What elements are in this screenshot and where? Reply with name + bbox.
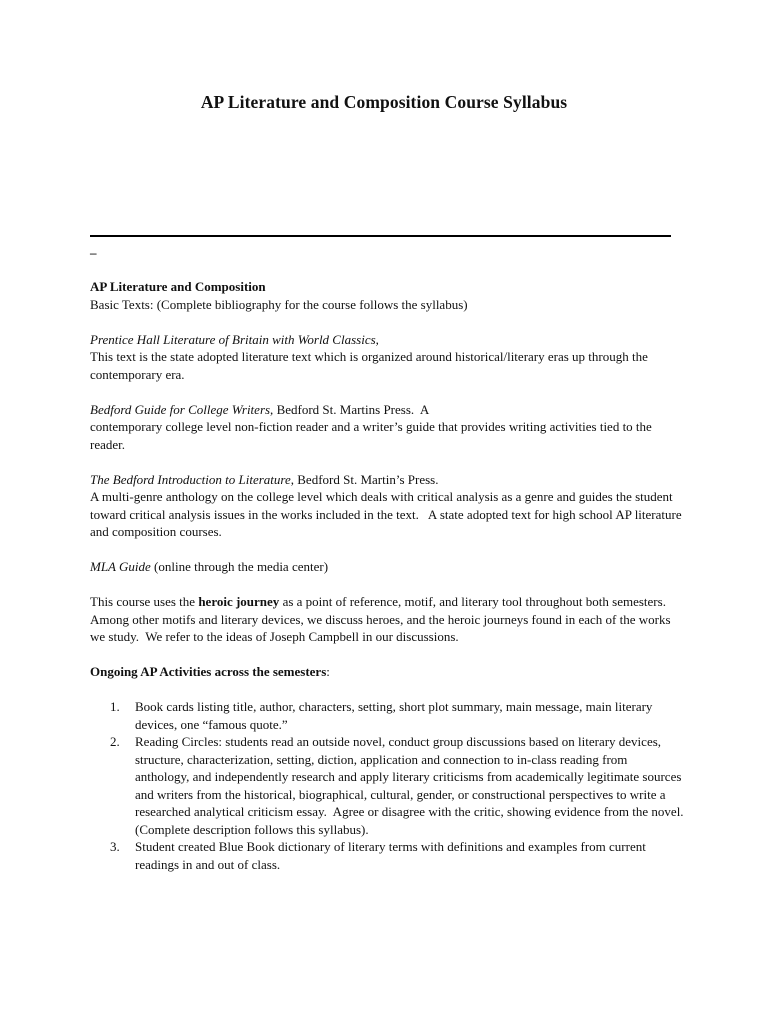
heroic-before: This course uses the bbox=[90, 594, 199, 609]
list-item bbox=[90, 733, 685, 838]
list-item bbox=[90, 838, 685, 873]
list-item bbox=[90, 698, 685, 733]
list-number: 3. bbox=[110, 839, 120, 854]
list-number: 2. bbox=[110, 734, 120, 749]
text-publisher: , Bedford St. Martin’s Press. bbox=[290, 471, 439, 487]
text-entry-bedford-guide bbox=[90, 401, 685, 454]
list-item-text: Reading Circles: students read an outside novel, conduct group discussions based on literary devices, structure, characterization, setting, diction, application and connection to in-class reading from anthology, and independently research and apply literary criticisms from academically legitimate sources and writers from the historical, biographical, cultural, gender, or constructional perspectives to write a researched analytical criticism essay. Agree or disagree with the critic, showing evidence from the novel. (Complete description follows this syllabus). bbox=[135, 734, 687, 837]
activities-list bbox=[90, 698, 685, 873]
horizontal-rule bbox=[90, 235, 671, 237]
ongoing-heading-text: Ongoing AP Activities across the semesters bbox=[90, 664, 327, 679]
heroic-after: as a point of reference, motif, and literary tool throughout both semesters. Among other motifs and literary devices, we discuss heroes, and the heroic journeys found in each of the works we study. We refer to the ideas of Joseph Campbell in our discussions. bbox=[90, 594, 674, 644]
text-title: Prentice Hall Literature of Britain with World Classics, bbox=[90, 331, 379, 347]
text-title: Bedford Guide for College Writers, bbox=[90, 401, 274, 417]
mla-guide-line bbox=[90, 558, 685, 576]
ongoing-heading-colon: : bbox=[326, 664, 330, 679]
heroic-journey-term: heroic journey bbox=[198, 594, 280, 609]
list-item-text: Book cards listing title, author, characters, setting, short plot summary, main message, main literary devices, one “famous quote.” bbox=[135, 699, 653, 732]
text-description: This text is the state adopted literature text which is organized around historical/literary eras up through the contemporary era. bbox=[90, 349, 648, 382]
ongoing-activities-heading bbox=[90, 663, 685, 681]
text-publisher: Bedford St. Martins Press. A bbox=[273, 401, 430, 417]
list-item-text: Student created Blue Book dictionary of literary terms with definitions and examples from current readings in and out of class. bbox=[135, 839, 646, 872]
rule-dash: – bbox=[90, 245, 97, 260]
text-description: A multi-genre anthology on the college level which deals with critical analysis as a genre and guides the student toward critical analysis issues in the works included in the text. A state adopted text for high school AP literature and composition courses. bbox=[90, 489, 685, 539]
basic-texts-line: Basic Texts: (Complete bibliography for the course follows the syllabus) bbox=[90, 296, 468, 312]
list-number: 1. bbox=[110, 699, 120, 714]
text-description: contemporary college level non-fiction reader and a writer’s guide that provides writing activities tied to the reader. bbox=[90, 419, 652, 452]
document-title: AP Literature and Composition Course Syllabus bbox=[200, 92, 568, 112]
mla-title: MLA Guide bbox=[90, 559, 151, 574]
text-entry-prentice-hall bbox=[90, 331, 685, 384]
heroic-journey-paragraph bbox=[90, 593, 685, 646]
document-body bbox=[90, 278, 685, 873]
section-heading: AP Literature and Composition bbox=[90, 279, 266, 294]
text-entry-bedford-intro bbox=[90, 471, 685, 541]
text-title: The Bedford Introduction to Literature bbox=[90, 471, 291, 487]
mla-note: (online through the media center) bbox=[150, 559, 329, 574]
